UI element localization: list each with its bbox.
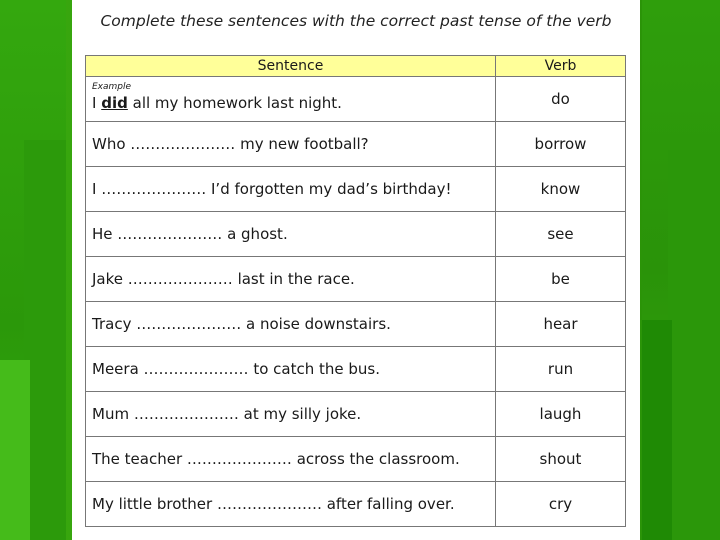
verb-cell: hear <box>496 302 626 347</box>
example-sentence-end: all my homework last night. <box>132 94 342 112</box>
sentence-column-header: Sentence <box>86 56 496 77</box>
table-row <box>86 167 626 212</box>
sentence-cell <box>86 392 496 437</box>
sentence-start: Who <box>92 135 126 153</box>
example-sentence-cell <box>86 77 496 122</box>
answer-blank[interactable]: ………………… <box>136 315 242 333</box>
verb-cell: cry <box>496 482 626 527</box>
table-row <box>86 392 626 437</box>
verb-cell: run <box>496 347 626 392</box>
answer-blank[interactable]: ………………… <box>130 135 236 153</box>
background-decoration-left-strip <box>0 360 30 540</box>
sentence-start: He <box>92 225 113 243</box>
worksheet-page <box>72 0 640 540</box>
verb-column-header: Verb <box>496 56 626 77</box>
sentence-cell <box>86 302 496 347</box>
sentence-end: I’d forgotten my dad’s birthday! <box>211 180 452 198</box>
answer-blank[interactable]: ………………… <box>133 405 239 423</box>
sentence-cell <box>86 482 496 527</box>
example-sentence-start: I <box>92 94 97 112</box>
sentence-start: Tracy <box>92 315 132 333</box>
answer-blank[interactable]: ………………… <box>101 180 207 198</box>
sentence-end: after falling over. <box>326 495 455 513</box>
sentence-end: to catch the bus. <box>253 360 380 378</box>
table-header-row <box>86 56 626 77</box>
sentence-start: I <box>92 180 97 198</box>
table-row <box>86 347 626 392</box>
sentence-end: a noise downstairs. <box>246 315 391 333</box>
worksheet-title: Complete these sentences with the correct past tense of the verb <box>100 12 612 30</box>
answer-blank[interactable]: ………………… <box>143 360 249 378</box>
background-decoration-right-block <box>668 150 720 540</box>
sentence-end: a ghost. <box>227 225 288 243</box>
sentence-start: Meera <box>92 360 139 378</box>
sentence-end: across the classroom. <box>296 450 460 468</box>
answer-blank[interactable]: ………………… <box>216 495 322 513</box>
background-decoration-left-block <box>24 140 66 540</box>
sentence-cell <box>86 212 496 257</box>
table-row <box>86 302 626 347</box>
example-row <box>86 77 626 122</box>
sentence-cell <box>86 347 496 392</box>
example-answer: did <box>101 94 128 112</box>
example-verb-cell: do <box>496 77 626 122</box>
example-tag: Example <box>92 82 132 92</box>
sentence-end: my new football? <box>240 135 369 153</box>
answer-blank[interactable]: ………………… <box>117 225 223 243</box>
background-decoration-right-strip <box>642 320 672 540</box>
sentence-cell <box>86 122 496 167</box>
sentence-end: last in the race. <box>237 270 355 288</box>
sentence-cell <box>86 257 496 302</box>
table-row <box>86 212 626 257</box>
table-row <box>86 437 626 482</box>
table-row <box>86 257 626 302</box>
verb-cell: borrow <box>496 122 626 167</box>
answer-blank[interactable]: ………………… <box>186 450 292 468</box>
verb-cell: see <box>496 212 626 257</box>
sentence-start: My little brother <box>92 495 213 513</box>
sentence-start: The teacher <box>92 450 183 468</box>
table-row <box>86 482 626 527</box>
answer-blank[interactable]: ………………… <box>127 270 233 288</box>
sentence-end: at my silly joke. <box>243 405 362 423</box>
verb-cell: shout <box>496 437 626 482</box>
verb-cell: be <box>496 257 626 302</box>
table-row <box>86 122 626 167</box>
sentence-start: Jake <box>92 270 123 288</box>
exercise-table <box>85 55 626 527</box>
sentence-cell <box>86 437 496 482</box>
verb-cell: laugh <box>496 392 626 437</box>
sentence-start: Mum <box>92 405 130 423</box>
sentence-cell <box>86 167 496 212</box>
verb-cell: know <box>496 167 626 212</box>
